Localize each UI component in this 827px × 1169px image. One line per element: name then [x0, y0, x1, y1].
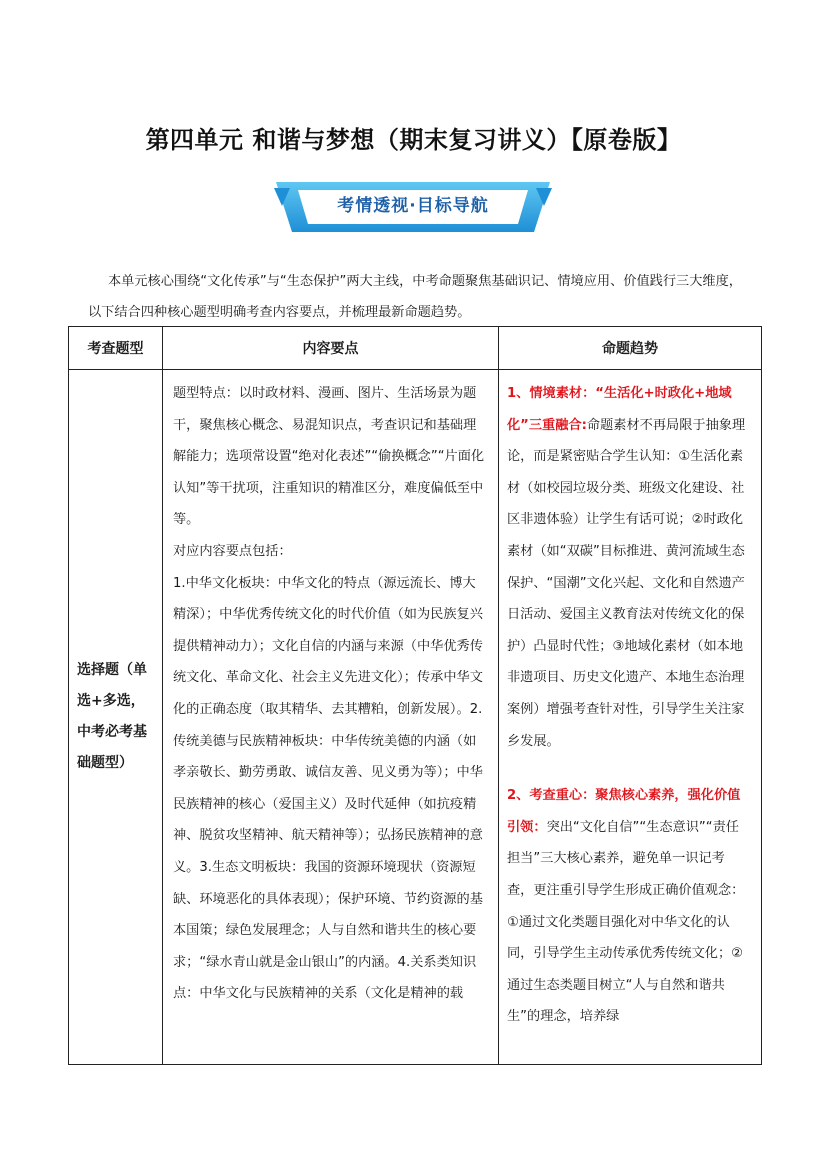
trend-item-2 [507, 780, 751, 1033]
trend-2-heading: 2、考查重心：聚焦核心素养，强化价值引领： [507, 788, 741, 835]
trend-2-body: 突出“文化自信”“生态意识”“责任担当”三大核心素养，避免单一识记考查，更注重引导学生形成正确价值观念：①通过文化类题目强化对中华文化的认同，引导学生主动传承优秀传统文化；②通过生态类题目树立“人与自然和谐共生”的理念，培养绿 [507, 819, 745, 1025]
banner-label: 考情透视·目标导航 [337, 196, 489, 216]
header-trend: 命题趋势 [499, 327, 762, 370]
header-type: 考查题型 [69, 327, 163, 370]
trend-cell [499, 370, 762, 1065]
header-content: 内容要点 [163, 327, 499, 370]
content-cell [163, 370, 499, 1065]
intro-paragraph: 本单元核心围绕“文化传承”与“生态保护”两大主线，中考命题聚焦基础识记、情境应用、价值践行三大维度，以下结合四种核心题型明确考查内容要点，并梳理最新命题趋势。 [88, 274, 742, 320]
trend-item-1 [507, 378, 751, 757]
content-paragraph-2: 对应内容要点包括： [173, 543, 292, 559]
table-row [69, 370, 762, 1065]
content-paragraph-1: 题型特点：以时政材料、漫画、图片、生活场景为题干，聚焦核心概念、易混知识点，考查识记和基础理解能力；选项常设置“绝对化表述”“偷换概念”“片面化认知”等干扰项，注重知识的精准区分，难度偏低至中等。 [173, 386, 485, 528]
trend-1-body: 命题素材不再局限于抽象理论，而是紧密贴合学生认知：①生活化素材（如校园垃圾分类、班级文化建设、社区非遗体验）让学生有话可说；②时政化素材（如“双碳”目标推进、黄河流域生态保护、“国潮”文化兴起、文化和自然遗产日活动、爱国主义教育法对传统文化的保护）凸显时代性；③地域化素材（如本地非遗项目、历史文化遗产、本地生态治理案例）增强考查针对性，引导学生关注家乡发展。 [507, 417, 746, 749]
page-title: 第四单元 和谐与梦想（期末复习讲义）【原卷版】 [145, 125, 682, 154]
table-header-row [69, 327, 762, 370]
question-type-cell: 选择题（单选+多选，中考必考基础题型） [69, 370, 163, 1065]
section-banner [272, 178, 554, 236]
trend-1-heading: 1、情境素材：“生活化+时政化+地域化”三重融合: [507, 386, 732, 433]
exam-table [68, 326, 762, 1065]
content-paragraph-3: 1.中华文化板块：中华文化的特点（源远流长、博大精深）；中华优秀传统文化的时代价值（如为民族复兴提供精神动力）；文化自信的内涵与来源（中华优秀传统文化、革命文化、社会主义先进文化）；传承中华文化的正确态度（取其精华、去其糟粕，创新发展）。2.传统美德与民族精神板块：中华传统美德的内涵（如孝亲敬长、勤劳勇敢、诚信友善、见义勇为等）；中华民族精神的核心（爱国主义）及时代延伸（如抗疫精神、脱贫攻坚精神、航天精神等）；弘扬民族精神的意义。3.生态文明板块：我国的资源环境现状（资源短缺、环境恶化的具体表现）；保护环境、节约资源的基本国策；绿色发展理念；人与自然和谐共生的核心要求；“绿水青山就是金山银山”的内涵。4.关系类知识点：中华文化与民族精神的关系（文化是精神的载 [173, 575, 483, 1002]
